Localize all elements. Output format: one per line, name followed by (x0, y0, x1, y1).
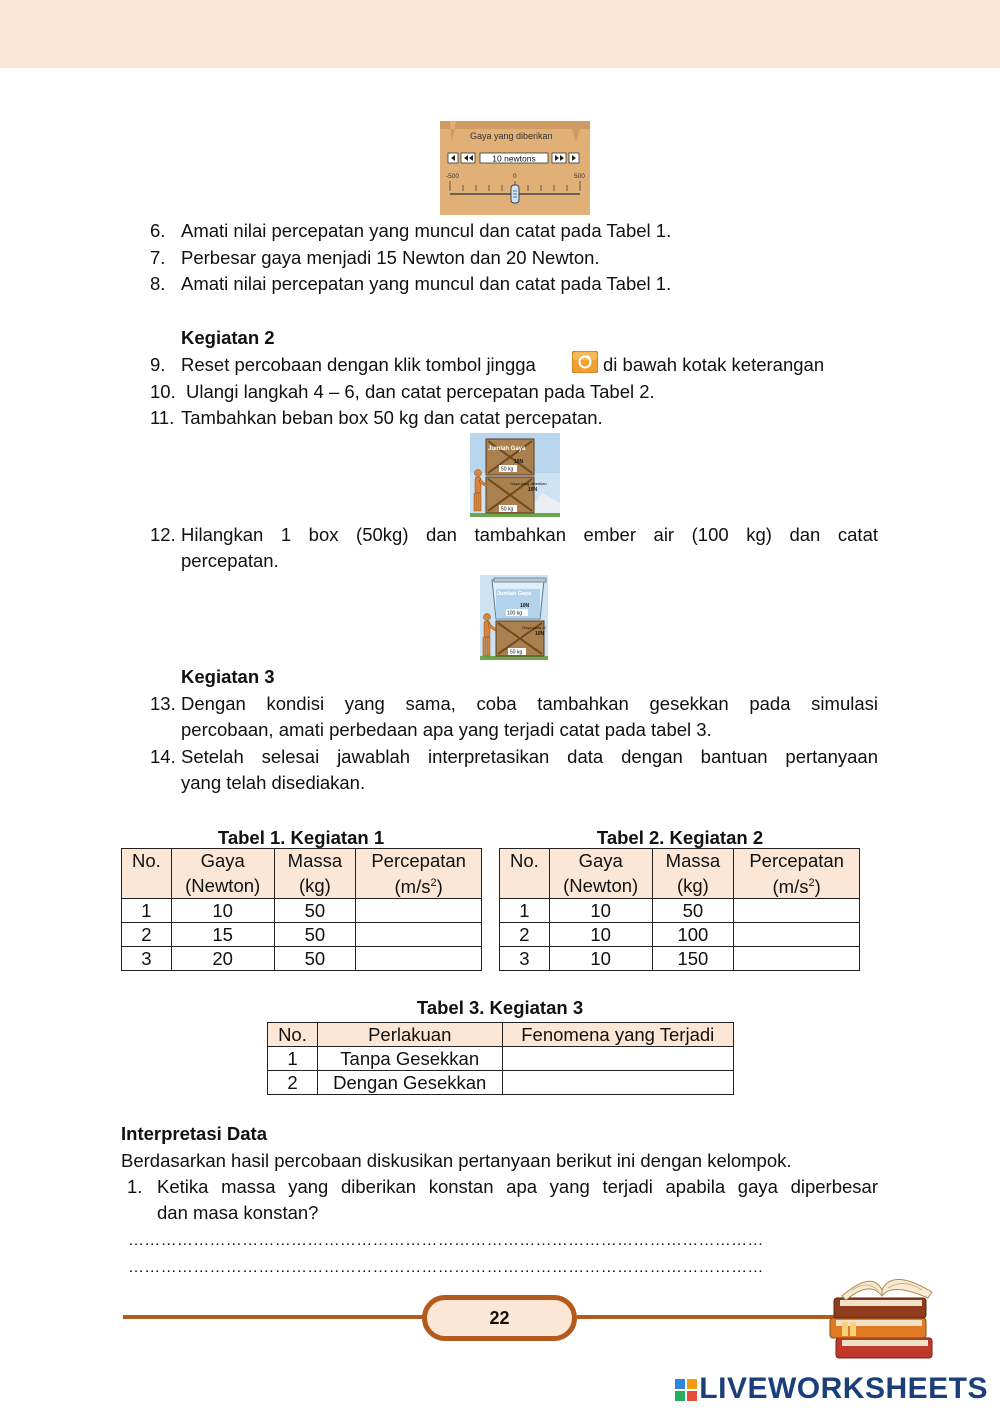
step-9-text-before: Reset percobaan dengan klik tombol jingga (181, 354, 536, 375)
table-2-cell-massa: 150 (652, 947, 734, 971)
table-row (122, 923, 482, 947)
two-box-simulation-figure (470, 433, 560, 517)
fig2-sum-label: Jumlah Gaya (497, 591, 532, 597)
table-3-title: Tabel 3. Kegiatan 3 (416, 997, 584, 1018)
fig1-applied-value: 10N (528, 487, 538, 493)
liveworksheets-logo (675, 1372, 988, 1406)
table-3-cell-fenomena[interactable] (502, 1047, 733, 1071)
table-1-header-no: No. (122, 849, 172, 899)
step-13-line-1: Dengan kondisi yang sama, coba tambahkan gesekkan pada simulasi (181, 693, 878, 714)
table-1-cell-massa: 50 (274, 947, 356, 971)
table-1-cell-percepatan[interactable] (356, 947, 482, 971)
step-13-number: 13. (150, 693, 176, 714)
table-1-header-massa-unit: (kg) (274, 872, 356, 899)
table-1-cell-no: 1 (122, 899, 172, 923)
step-9-number: 9. (150, 354, 166, 375)
table-2-header-gaya: Gaya (549, 849, 652, 873)
step-7-number: 7. (150, 247, 166, 268)
table-1-header-percepatan: Percepatan (356, 849, 482, 873)
table-2-title: Tabel 2. Kegiatan 2 (596, 827, 764, 848)
table-1-header-gaya: Gaya (171, 849, 274, 873)
step-6-text: Amati nilai percepatan yang muncul dan catat pada Tabel 1. (181, 220, 672, 241)
table-2-cell-gaya: 10 (549, 947, 652, 971)
table-1-cell-gaya: 20 (171, 947, 274, 971)
table-1 (121, 848, 482, 971)
step-14-number: 14. (150, 746, 176, 767)
step-14-line-2: yang telah disediakan. (181, 772, 366, 793)
table-3-cell-perlakuan: Dengan Gesekkan (317, 1071, 502, 1095)
fig1-box-top-label: 50 kg (501, 466, 514, 473)
kegiatan-3-heading: Kegiatan 3 (181, 666, 275, 687)
page-number: 22 (422, 1295, 577, 1341)
table-1-header-massa: Massa (274, 849, 356, 873)
table-3-cell-no: 1 (268, 1047, 318, 1071)
fig2-bucket-label: 100 kg (507, 610, 523, 617)
fig1-applied-label: Gaya yang diberikan (510, 481, 547, 486)
question-1-number: 1. (127, 1176, 143, 1197)
table-2-cell-no: 2 (500, 923, 550, 947)
table-2-header-massa-unit: (kg) (652, 872, 734, 899)
table-2-cell-massa: 100 (652, 923, 734, 947)
table-2-cell-percepatan[interactable] (734, 947, 860, 971)
table-2-cell-percepatan[interactable] (734, 923, 860, 947)
table-3-cell-perlakuan: Tanpa Gesekkan (317, 1047, 502, 1071)
step-8-number: 8. (150, 273, 166, 294)
fig1-box-bottom-label: 50 kg (501, 506, 514, 513)
interpretasi-heading: Interpretasi Data (121, 1123, 267, 1144)
step-7-text: Perbesar gaya menjadi 15 Newton dan 20 Newton. (181, 247, 600, 268)
table-1-cell-no: 2 (122, 923, 172, 947)
table-2 (499, 848, 860, 971)
answer-line-1[interactable]: ……………………………………………………………………………………………………… (128, 1232, 764, 1249)
slider-value-text: 10 newtons (492, 153, 536, 164)
table-row (122, 899, 482, 923)
step-14-line-1: Setelah selesai jawablah interpretasikan data dengan bantuan pertanyaan (181, 746, 878, 767)
slider-min-label: -500 (446, 173, 460, 180)
table-row (500, 899, 860, 923)
table-1-cell-percepatan[interactable] (356, 899, 482, 923)
table-2-cell-percepatan[interactable] (734, 899, 860, 923)
fig2-applied-label: Gaya yang di (522, 625, 546, 630)
table-2-header-massa: Massa (652, 849, 734, 873)
reset-orange-icon (572, 351, 598, 373)
step-9-text-after: di bawah kotak keterangan (603, 354, 825, 375)
step-12-number: 12. (150, 524, 176, 545)
slider-zero-label: 0 (513, 173, 517, 180)
table-2-header-no: No. (500, 849, 550, 899)
table-2-cell-gaya: 10 (549, 923, 652, 947)
step-10-text: Ulangi langkah 4 – 6, dan catat percepatan pada Tabel 2. (186, 381, 655, 402)
fig2-force-label: 10N (520, 603, 530, 609)
table-1-cell-gaya: 15 (171, 923, 274, 947)
fig1-sum-label: Jumlah Gaya (488, 446, 526, 452)
brand-text: LIVEWORKSHEETS (699, 1372, 988, 1405)
table-1-cell-massa: 50 (274, 899, 356, 923)
footer-rule-left (123, 1315, 423, 1319)
table-1-cell-massa: 50 (274, 923, 356, 947)
table-row (500, 923, 860, 947)
table-row (500, 947, 860, 971)
table-2-cell-massa: 50 (652, 899, 734, 923)
kegiatan-2-heading: Kegiatan 2 (181, 327, 275, 348)
fig1-force-label: 10N (514, 459, 524, 465)
table-row (268, 1047, 734, 1071)
table-2-cell-gaya: 10 (549, 899, 652, 923)
table-1-header-percepatan-unit: $(m/s^2)$ (356, 872, 482, 899)
fig2-applied-value: 10N (535, 631, 545, 637)
step-11-text: Tambahkan beban box 50 kg dan catat percepatan. (181, 407, 603, 428)
table-1-cell-gaya: 10 (171, 899, 274, 923)
table-1-title: Tabel 1. Kegiatan 1 (217, 827, 385, 848)
table-3 (267, 1022, 734, 1095)
answer-line-2[interactable]: ……………………………………………………………………………………………………… (128, 1259, 764, 1276)
table-2-header-gaya-unit: (Newton) (549, 872, 652, 899)
table-2-cell-no: 1 (500, 899, 550, 923)
table-3-header-no: No. (268, 1023, 318, 1047)
question-1-line-2: dan masa konstan? (157, 1202, 319, 1223)
table-3-cell-no: 2 (268, 1071, 318, 1095)
force-slider-figure (440, 121, 590, 215)
table-1-cell-no: 3 (122, 947, 172, 971)
fig2-box-label: 50 kg (510, 649, 523, 656)
step-12-line-2: percepatan. (181, 550, 279, 571)
step-6-number: 6. (150, 220, 166, 241)
slider-title: Gaya yang diberikan (470, 131, 553, 141)
table-3-header-perlakuan: Perlakuan (317, 1023, 502, 1047)
table-2-cell-no: 3 (500, 947, 550, 971)
question-1-line-1: Ketika massa yang diberikan konstan apa yang terjadi apabila gaya diperbesar (157, 1176, 878, 1197)
table-3-header-fenomena: Fenomena yang Terjadi (502, 1023, 733, 1047)
step-12-line-1: Hilangkan 1 box (50kg) dan tambahkan ember air (100 kg) dan catat (181, 524, 878, 545)
interpretasi-intro: Berdasarkan hasil percobaan diskusikan pertanyaan berikut ini dengan kelompok. (121, 1150, 792, 1171)
table-row (122, 947, 482, 971)
table-row (268, 1071, 734, 1095)
step-13-line-2: percobaan, amati perbedaan apa yang terjadi catat pada tabel 3. (181, 719, 712, 740)
bucket-box-simulation-figure (480, 575, 548, 660)
books-icon (822, 1262, 940, 1362)
table-1-header-gaya-unit: (Newton) (171, 872, 274, 899)
table-3-cell-fenomena[interactable] (502, 1071, 733, 1095)
slider-max-label: 500 (574, 173, 585, 180)
header-band (0, 0, 1000, 68)
step-8-text: Amati nilai percepatan yang muncul dan catat pada Tabel 1. (181, 273, 672, 294)
table-2-header-percepatan: Percepatan (734, 849, 860, 873)
step-10-number: 10. (150, 381, 176, 402)
step-11-number: 11. (150, 407, 175, 428)
table-1-cell-percepatan[interactable] (356, 923, 482, 947)
table-2-header-percepatan-unit: $(m/s^2)$ (734, 872, 860, 899)
